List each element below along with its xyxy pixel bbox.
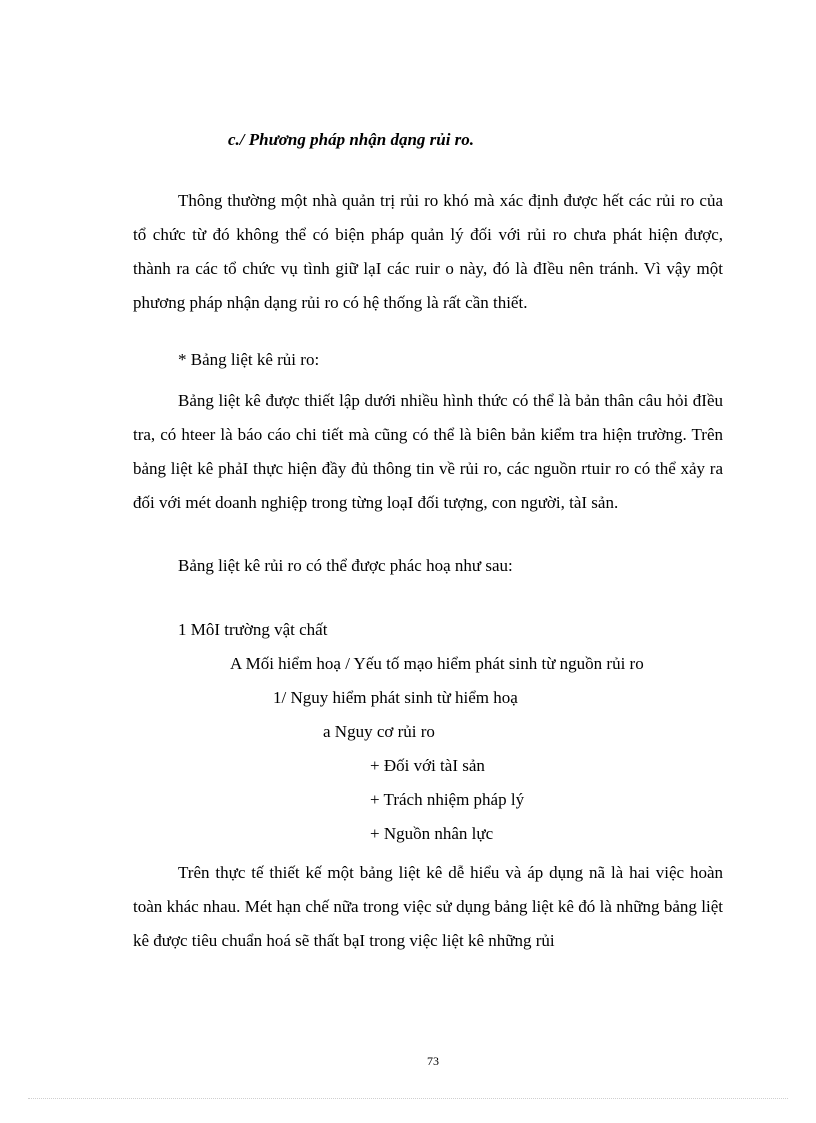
paragraph-checklist-description: Bảng liệt kê được thiết lập dưới nhiều hình thức có thể là bản thân câu hỏi đIều tra, có hteer là báo cáo chi tiết mà cũng có thể là biên bản kiểm tra hiện trường. Trên bảng liệt kê phảI thực hiện đầy đủ thông tin về rủi ro, các nguồn rtuir ro có thể xảy ra đối với mét doanh nghiệp trong từng loạI đối tượng, con người, tàI sản. <box>133 391 723 512</box>
section-label: * Bảng liệt kê rủi ro: <box>178 350 320 369</box>
paragraph-intro: Thông thường một nhà quản trị rủi ro khó mà xác định được hết các rủi ro của tổ chức từ đó không thể có biện pháp quản lý đối với rủi ro chưa phát hiện được, thành ra các tổ chức vụ tình giữ lạI các ruir o này, đó là đIều nên tránh. Vì vậy một phương pháp nhận dạng rủi ro có hệ thống là rất cần thiết. <box>133 191 723 312</box>
outline-level-3: 1/ Nguy hiểm phát sinh từ hiểm hoạ <box>273 688 518 707</box>
outline-level-2: A Mối hiểm hoạ / Yếu tố mạo hiểm phát sinh từ nguồn rủi ro <box>230 654 644 673</box>
outline-item: + Nguồn nhân lực <box>370 824 494 843</box>
paragraph-checklist-sketch: Bảng liệt kê rủi ro có thể được phác hoạ như sau: <box>178 556 513 575</box>
outline-level-4: a Nguy cơ rủi ro <box>323 722 435 741</box>
section-heading: c./ Phương pháp nhận dạng rủi ro. <box>228 130 475 149</box>
paragraph-closing: Trên thực tế thiết kế một bảng liệt kê dễ hiểu và áp dụng nã là hai việc hoàn toàn khác nhau. Mét hạn chế nữa trong việc sử dụng bảng liệt kê đó là những bảng liệt kê được tiêu chuẩn hoá sẽ thất bạI trong việc liệt kê những rủi <box>133 863 723 950</box>
outline-item: + Đối với tàI sản <box>370 756 485 775</box>
outline-item: + Trách nhiệm pháp lý <box>370 790 525 809</box>
footer-divider <box>28 1098 788 1099</box>
outline-level-1: 1 MôI trường vật chất <box>178 620 328 639</box>
page-number: 73 <box>427 1054 439 1068</box>
